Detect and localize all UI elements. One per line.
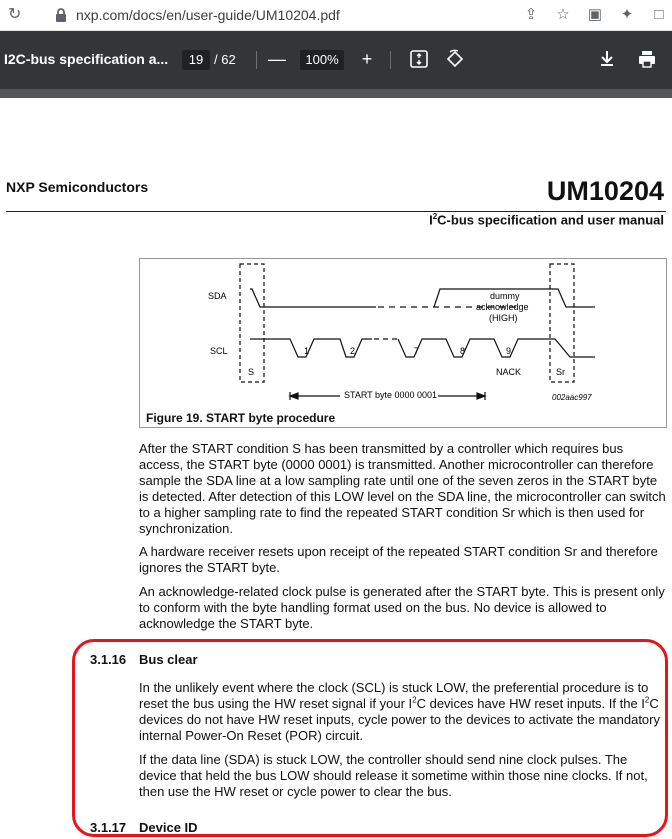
nack-label: NACK [496, 367, 522, 377]
extension-icon[interactable]: ▣ [587, 6, 603, 23]
bit-label: 7 [414, 346, 420, 356]
section-title: Bus clear [139, 652, 198, 667]
subtitle-superscript: 2 [432, 212, 438, 221]
toolbar-divider [390, 51, 391, 69]
paragraph: An acknowledge-related clock pulse is generated after the START byte. This is present only to conform with the byte handling format used on the bus. No device is allowed to acknowledge the START byte. [139, 584, 665, 631]
star-icon[interactable]: ☆ [556, 6, 570, 23]
share-icon[interactable]: ⇪ [524, 6, 538, 23]
zoom-level-input[interactable]: 100% [300, 50, 344, 70]
text-run: In the unlikely event where the clock (SCL) is stuck LOW, the preferential procedure is to reset the bus using the HW reset signal if your I [139, 680, 649, 711]
text-run: C devices do not have HW reset inputs, cycle power to the devices to activate the mandatory internal Power-On Reset (POR) circuit. [139, 696, 660, 743]
high-label: (HIGH) [489, 313, 518, 323]
url-text[interactable]: nxp.com/docs/en/user-guide/UM10204.pdf [76, 7, 340, 23]
start-byte-label: START byte 0000 0001 [344, 390, 438, 400]
sda-label: SDA [208, 291, 227, 301]
acknowledge-label: acknowledge [476, 302, 529, 312]
lock-icon[interactable] [54, 7, 68, 23]
timing-diagram [140, 259, 666, 409]
document-number: UM10204 [546, 176, 664, 206]
download-icon[interactable] [596, 48, 618, 70]
subtitle-rest: C-bus specification and user manual [437, 212, 664, 228]
zoom-in-button[interactable]: + [361, 49, 373, 69]
pdf-toolbar [0, 31, 672, 89]
paragraph: After the START condition S has been transmitted by a controller which requires bus access, the START byte (0000 0001) is transmitted. Another microcontroller can therefore sample the SDA line at a low sampling rate until one of the seven zeros in the START byte is detected. After detection of this LOW level on the SDA line, the microcontroller can switch to a higher sampling rate to find the repeated START condition Sr which is then used for synchronization. [139, 441, 666, 536]
pdf-title: I2C-bus specification a... [4, 51, 169, 67]
s-label: S [248, 367, 255, 377]
dummy-label: dummy [490, 291, 520, 301]
figure-code: 002aac997 [552, 393, 592, 402]
browser-address-bar [0, 0, 672, 31]
page-total: / 62 [214, 52, 236, 67]
paragraph: A hardware receiver resets upon receipt of the repeated START condition Sr and therefore ignores the START byte. [139, 544, 658, 575]
scl-label: SCL [210, 346, 228, 356]
reload-icon[interactable]: ↻ [8, 6, 22, 23]
puzzle-icon[interactable]: ✦ [620, 6, 634, 23]
zoom-out-button[interactable]: — [268, 49, 286, 69]
section-number: 3.1.17 [90, 820, 127, 835]
sidepanel-icon[interactable]: □ [654, 6, 664, 23]
superscript: 2 [644, 695, 650, 705]
company-name: NXP Semiconductors [6, 179, 149, 195]
superscript: 2 [412, 695, 417, 705]
bit-label: 8 [460, 346, 466, 356]
paragraph-bus-clear [139, 680, 667, 744]
print-icon[interactable] [636, 48, 658, 70]
subtitle-prefix: I [429, 212, 433, 228]
toolbar-divider [256, 51, 257, 69]
text-run: C devices have HW reset inputs. If the I [416, 696, 645, 711]
rotate-icon[interactable] [444, 48, 466, 70]
figure-19 [139, 258, 667, 428]
bit-label: 1 [304, 346, 310, 356]
figure-caption: Figure 19. START byte procedure [146, 411, 336, 425]
document-subtitle [429, 212, 664, 227]
page-number-input[interactable]: 19 [182, 50, 210, 70]
sr-label: Sr [556, 367, 565, 377]
fit-page-icon[interactable] [408, 48, 430, 70]
bit-label: 2 [350, 346, 356, 356]
paragraph: If the data line (SDA) is stuck LOW, the controller should send nine clock pulses. The device that held the bus LOW should release it sometime within those nine clocks. If not, then use the HW reset or cycle power to clear the bus. [139, 752, 648, 799]
section-number: 3.1.16 [90, 652, 127, 667]
section-title: Device ID [139, 820, 198, 835]
bit-label: 9 [506, 346, 512, 356]
browser-toolbar-icons [522, 4, 672, 26]
toolbar-shadow [0, 89, 672, 98]
